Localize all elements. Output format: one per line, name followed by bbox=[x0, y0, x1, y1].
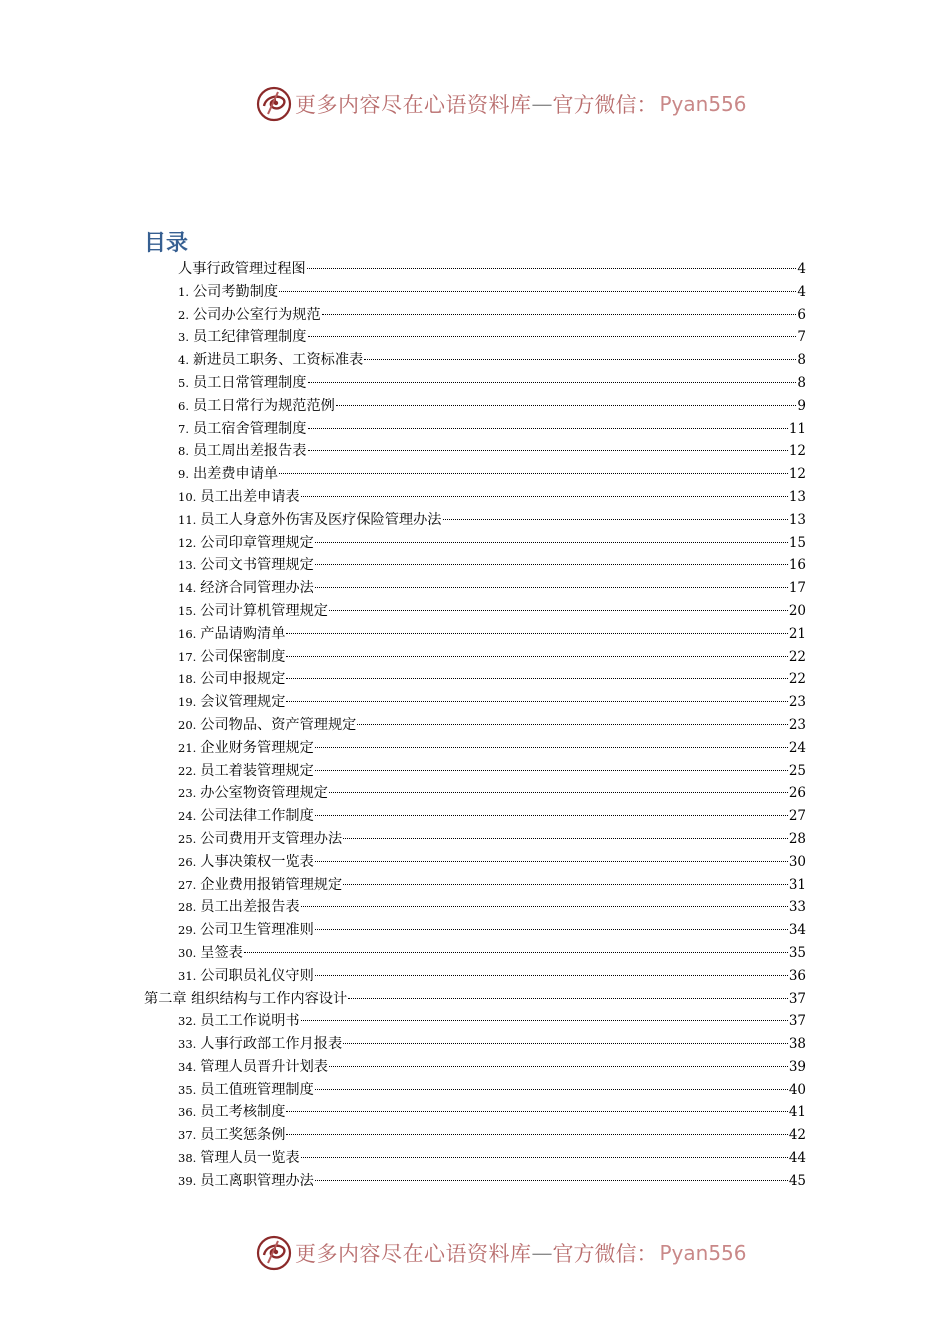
toc-entry-text: 新进员工职务、工资标准表 bbox=[192, 352, 364, 369]
toc-entry-text: 企业费用报销管理规定 bbox=[200, 876, 343, 893]
toc-entry-text: 第二章 组织结构与工作内容设计 bbox=[144, 990, 348, 1007]
toc-entry[interactable] bbox=[144, 668, 806, 691]
toc-entry[interactable] bbox=[144, 1147, 806, 1170]
toc-entry-number: 19. bbox=[178, 695, 197, 710]
toc-entry-page: 36 bbox=[788, 967, 806, 984]
toc-entry-number: 20. bbox=[178, 717, 197, 732]
toc-entry[interactable] bbox=[144, 851, 806, 874]
toc-entry-number: 16. bbox=[178, 626, 197, 641]
toc-entry[interactable] bbox=[144, 486, 806, 509]
toc-entry-text: 人事行政管理过程图 bbox=[178, 261, 306, 277]
toc-dot-leader bbox=[343, 1043, 788, 1044]
toc-entry-number: 24. bbox=[178, 809, 197, 824]
toc-entry[interactable] bbox=[144, 600, 806, 623]
banner-main-text: 更多内容尽在心语资料库 bbox=[295, 1242, 532, 1266]
toc-entry-text: 出差费申请单 bbox=[192, 466, 279, 483]
toc-entry-number: 25. bbox=[178, 831, 197, 846]
toc-dot-leader bbox=[348, 998, 788, 999]
toc-entry-number: 22. bbox=[178, 763, 197, 778]
toc-entry[interactable] bbox=[144, 1170, 806, 1193]
toc-entry-page: 30 bbox=[788, 853, 806, 870]
toc-entry[interactable] bbox=[144, 577, 806, 600]
toc-entry-text: 员工周出差报告表 bbox=[192, 443, 307, 460]
toc-entry-text: 公司物品、资产管理规定 bbox=[200, 716, 357, 733]
toc-entry-page: 26 bbox=[788, 785, 806, 802]
toc-entry-text: 公司费用开支管理办法 bbox=[200, 830, 343, 847]
toc-dot-leader bbox=[315, 861, 788, 862]
footer-banner bbox=[0, 1233, 950, 1273]
toc-entry-text: 管理人员一览表 bbox=[200, 1150, 300, 1167]
toc-entry-number: 26. bbox=[178, 854, 197, 869]
toc-entry[interactable] bbox=[144, 532, 806, 555]
toc-entry-page: 42 bbox=[788, 1127, 806, 1144]
toc-entry-number: 3. bbox=[178, 330, 189, 345]
toc-entry-page: 23 bbox=[788, 694, 806, 711]
toc-entry[interactable] bbox=[144, 418, 806, 441]
toc-entry-page: 4 bbox=[797, 261, 806, 277]
toc-entry-text: 公司卫生管理准则 bbox=[200, 922, 314, 939]
toc-entry-text: 公司文书管理规定 bbox=[200, 557, 314, 574]
toc-dot-leader bbox=[286, 701, 787, 702]
toc-entry[interactable] bbox=[144, 440, 806, 463]
toc-entry-page: 35 bbox=[788, 944, 806, 961]
toc-entry-page: 4 bbox=[797, 283, 806, 300]
footer-banner-content bbox=[256, 1233, 747, 1273]
toc-entry-page: 39 bbox=[788, 1058, 806, 1075]
toc-entry-page: 27 bbox=[788, 808, 806, 825]
toc-entry-number: 27. bbox=[178, 877, 197, 892]
toc-entry-page: 6 bbox=[797, 306, 806, 323]
toc-entry[interactable] bbox=[144, 1010, 806, 1033]
toc-entry-page: 45 bbox=[788, 1172, 806, 1189]
toc-entry-page: 13 bbox=[788, 488, 806, 505]
toc-entry[interactable] bbox=[144, 805, 806, 828]
swirl-logo-icon bbox=[256, 86, 292, 122]
toc-entry-number: 11. bbox=[178, 512, 197, 527]
toc-entry-text: 经济合同管理办法 bbox=[200, 580, 314, 597]
toc-entry[interactable] bbox=[144, 965, 806, 988]
toc-entry-number: 33. bbox=[178, 1037, 197, 1052]
toc-dot-leader bbox=[443, 519, 788, 520]
toc-entry-text: 会议管理规定 bbox=[200, 694, 286, 711]
toc-dot-leader bbox=[315, 815, 788, 816]
toc-entry[interactable] bbox=[144, 988, 806, 1011]
toc-entry[interactable] bbox=[144, 304, 806, 327]
toc-entry-page: 9 bbox=[797, 397, 806, 414]
toc-entry-text: 员工出差申请表 bbox=[200, 488, 300, 505]
toc-entry-text: 公司计算机管理规定 bbox=[200, 602, 328, 619]
toc-entry-page: 20 bbox=[788, 602, 806, 619]
toc-dot-leader bbox=[315, 1089, 788, 1090]
toc-entry-number: 10. bbox=[178, 489, 197, 504]
toc-dot-leader bbox=[329, 792, 788, 793]
toc-entry-text: 员工考核制度 bbox=[200, 1104, 286, 1121]
toc-entry[interactable] bbox=[144, 919, 806, 942]
toc-entry-page: 33 bbox=[788, 899, 806, 916]
toc-entry[interactable] bbox=[144, 623, 806, 646]
toc-entry-text: 公司申报规定 bbox=[200, 671, 286, 688]
toc-entry-number: 12. bbox=[178, 535, 197, 550]
toc-entry-page: 8 bbox=[797, 374, 806, 391]
toc-entry[interactable] bbox=[144, 349, 806, 372]
toc-entry[interactable] bbox=[144, 646, 806, 669]
toc-entry-number: 34. bbox=[178, 1059, 197, 1074]
toc-entry-page: 8 bbox=[797, 352, 806, 369]
toc-entry-number: 28. bbox=[178, 900, 197, 915]
toc-entry[interactable] bbox=[144, 714, 806, 737]
toc-entry[interactable] bbox=[144, 828, 806, 851]
toc-entry-number: 35. bbox=[178, 1082, 197, 1097]
toc-dot-leader bbox=[336, 405, 797, 406]
toc-dot-leader bbox=[315, 975, 788, 976]
toc-entry-number: 7. bbox=[178, 421, 189, 436]
toc-entry[interactable] bbox=[144, 1101, 806, 1124]
toc-entry-page: 21 bbox=[788, 625, 806, 642]
toc-dot-leader bbox=[364, 359, 796, 360]
toc-entry[interactable] bbox=[144, 281, 806, 304]
toc-entry[interactable] bbox=[144, 1033, 806, 1056]
toc-entry-number: 36. bbox=[178, 1105, 197, 1120]
toc-entry-page: 34 bbox=[788, 922, 806, 939]
toc-dot-leader bbox=[286, 633, 787, 634]
toc-entry-text: 员工日常管理制度 bbox=[192, 374, 307, 391]
toc-entry-page: 13 bbox=[788, 511, 806, 528]
toc-entry-text: 公司考勤制度 bbox=[192, 283, 279, 300]
toc-entry-page: 31 bbox=[788, 876, 806, 893]
toc-dot-leader bbox=[315, 747, 788, 748]
toc-entry-text: 员工工作说明书 bbox=[200, 1013, 300, 1030]
toc-entry[interactable] bbox=[144, 326, 806, 349]
toc-entry-number: 15. bbox=[178, 603, 197, 618]
banner-label: 官方微信： bbox=[552, 93, 658, 117]
toc-dot-leader bbox=[308, 382, 797, 383]
toc-dot-leader bbox=[315, 542, 788, 543]
toc-entry[interactable] bbox=[144, 258, 806, 281]
toc-entry-page: 28 bbox=[788, 830, 806, 847]
toc-entry-page: 37 bbox=[788, 990, 806, 1007]
toc-entry-number: 6. bbox=[178, 398, 189, 413]
toc-dot-leader bbox=[301, 496, 788, 497]
toc-entry-number: 5. bbox=[178, 375, 189, 390]
toc-entry[interactable] bbox=[144, 896, 806, 919]
swirl-logo-icon bbox=[256, 1235, 292, 1271]
banner-id: Pyan556 bbox=[659, 92, 747, 116]
toc-entry[interactable] bbox=[144, 509, 806, 532]
toc-entry[interactable] bbox=[144, 782, 806, 805]
toc-dot-leader bbox=[286, 656, 787, 657]
toc-dot-leader bbox=[301, 1157, 788, 1158]
toc-dot-leader bbox=[307, 268, 797, 269]
toc-dot-leader bbox=[308, 450, 788, 451]
toc-entry[interactable] bbox=[144, 554, 806, 577]
toc-entry-text: 员工着装管理规定 bbox=[200, 762, 314, 779]
toc-entry[interactable] bbox=[144, 691, 806, 714]
toc-entry-number: 21. bbox=[178, 740, 197, 755]
toc-entry[interactable] bbox=[144, 874, 806, 897]
toc-entry-page: 37 bbox=[788, 1013, 806, 1030]
banner-separator: — bbox=[531, 92, 553, 116]
toc-entry-page: 25 bbox=[788, 762, 806, 779]
toc-dot-leader bbox=[343, 884, 788, 885]
toc-entry-text: 企业财务管理规定 bbox=[200, 739, 314, 756]
toc-dot-leader bbox=[286, 1111, 787, 1112]
toc-entry-text: 员工人身意外伤害及医疗保险管理办法 bbox=[200, 511, 442, 528]
toc-dot-leader bbox=[308, 336, 797, 337]
toc-entry-page: 7 bbox=[797, 329, 806, 346]
toc-dot-leader bbox=[286, 678, 787, 679]
toc-entry[interactable] bbox=[144, 1124, 806, 1147]
toc-entry-page: 16 bbox=[788, 557, 806, 574]
toc-entry-number: 17. bbox=[178, 649, 197, 664]
toc-entry-number: 13. bbox=[178, 558, 197, 573]
toc-entry-number: 23. bbox=[178, 786, 197, 801]
toc-dot-leader bbox=[315, 587, 788, 588]
toc-entry-page: 44 bbox=[788, 1150, 806, 1167]
toc-entry-page: 23 bbox=[788, 716, 806, 733]
header-banner-content bbox=[256, 84, 747, 124]
toc-entry-page: 12 bbox=[788, 443, 806, 460]
toc-entry[interactable] bbox=[144, 737, 806, 760]
toc-entry-page: 22 bbox=[788, 671, 806, 688]
toc-dot-leader bbox=[315, 564, 788, 565]
toc-title: 目录 bbox=[144, 231, 189, 256]
toc-dot-leader bbox=[279, 291, 796, 292]
toc-dot-leader bbox=[301, 1020, 788, 1021]
toc-entry-text: 员工奖惩条例 bbox=[200, 1127, 286, 1144]
banner-separator: — bbox=[531, 1241, 553, 1265]
toc-dot-leader bbox=[357, 724, 787, 725]
toc-dot-leader bbox=[315, 1180, 788, 1181]
toc-entry-text: 公司印章管理规定 bbox=[200, 534, 314, 551]
toc-entry-number: 1. bbox=[178, 284, 189, 299]
toc-dot-leader bbox=[315, 770, 788, 771]
toc-dot-leader bbox=[343, 838, 788, 839]
toc-entry-text: 员工纪律管理制度 bbox=[192, 329, 307, 346]
toc-entry-text: 员工值班管理制度 bbox=[200, 1081, 314, 1098]
toc-entry-number: 29. bbox=[178, 923, 197, 938]
toc-entry[interactable] bbox=[144, 463, 806, 486]
toc-entry-page: 24 bbox=[788, 739, 806, 756]
toc-dot-leader bbox=[244, 952, 788, 953]
toc-entry-text: 产品请购清单 bbox=[200, 625, 286, 642]
toc-entry-number: 32. bbox=[178, 1014, 197, 1029]
toc-dot-leader bbox=[301, 906, 788, 907]
toc-entry-text: 公司法律工作制度 bbox=[200, 808, 314, 825]
banner-label: 官方微信： bbox=[552, 1242, 658, 1266]
toc-entry-page: 41 bbox=[788, 1104, 806, 1121]
toc-dot-leader bbox=[315, 929, 788, 930]
toc-entry-text: 员工日常行为规范范例 bbox=[192, 397, 335, 414]
toc-entry-page: 38 bbox=[788, 1036, 806, 1053]
toc-entry-number: 14. bbox=[178, 581, 197, 596]
toc-entry-number: 37. bbox=[178, 1128, 197, 1143]
toc-dot-leader bbox=[308, 428, 788, 429]
toc-entry[interactable] bbox=[144, 1079, 806, 1102]
toc-entry-page: 40 bbox=[788, 1081, 806, 1098]
toc-entry-page: 12 bbox=[788, 466, 806, 483]
toc-entry-page: 11 bbox=[788, 420, 806, 437]
toc-entry-text: 办公室物资管理规定 bbox=[200, 785, 328, 802]
toc-entry-page: 17 bbox=[788, 580, 806, 597]
toc-entry-number: 2. bbox=[178, 307, 189, 322]
toc-entry-text: 员工宿舍管理制度 bbox=[192, 420, 307, 437]
toc-entry-text: 员工出差报告表 bbox=[200, 899, 300, 916]
toc-entry-number: 39. bbox=[178, 1173, 197, 1188]
toc-entry-page: 22 bbox=[788, 648, 806, 665]
toc-entry-number: 30. bbox=[178, 945, 197, 960]
toc-entry-text: 人事行政部工作月报表 bbox=[200, 1036, 343, 1053]
banner-main-text: 更多内容尽在心语资料库 bbox=[295, 93, 532, 117]
toc-entry-text: 公司保密制度 bbox=[200, 648, 286, 665]
toc-entry-text: 人事决策权一览表 bbox=[200, 853, 314, 870]
toc-entry[interactable] bbox=[144, 760, 806, 783]
toc-entry-number: 8. bbox=[178, 444, 189, 459]
banner-id: Pyan556 bbox=[659, 1241, 747, 1265]
toc-dot-leader bbox=[279, 473, 788, 474]
toc-entry-number: 31. bbox=[178, 968, 197, 983]
toc-entry-text: 公司职员礼仪守则 bbox=[200, 967, 314, 984]
toc-dot-leader bbox=[322, 314, 797, 315]
toc-entry-number: 9. bbox=[178, 467, 189, 482]
toc-entry[interactable] bbox=[144, 372, 806, 395]
toc-entry[interactable] bbox=[144, 942, 806, 965]
toc-dot-leader bbox=[329, 610, 788, 611]
toc-list bbox=[144, 258, 806, 1193]
header-banner bbox=[0, 84, 950, 124]
toc-entry-text: 呈签表 bbox=[200, 944, 243, 961]
toc-dot-leader bbox=[329, 1066, 788, 1067]
toc-entry-number: 18. bbox=[178, 672, 197, 687]
toc-entry-text: 公司办公室行为规范 bbox=[192, 306, 321, 323]
toc-entry-number: 38. bbox=[178, 1151, 197, 1166]
toc-entry-text: 管理人员晋升计划表 bbox=[200, 1058, 328, 1075]
toc-entry[interactable] bbox=[144, 1056, 806, 1079]
toc-entry-page: 15 bbox=[788, 534, 806, 551]
toc-entry[interactable] bbox=[144, 395, 806, 418]
toc-entry-number: 4. bbox=[178, 353, 189, 368]
toc-dot-leader bbox=[286, 1134, 787, 1135]
toc-entry-text: 员工离职管理办法 bbox=[200, 1172, 314, 1189]
